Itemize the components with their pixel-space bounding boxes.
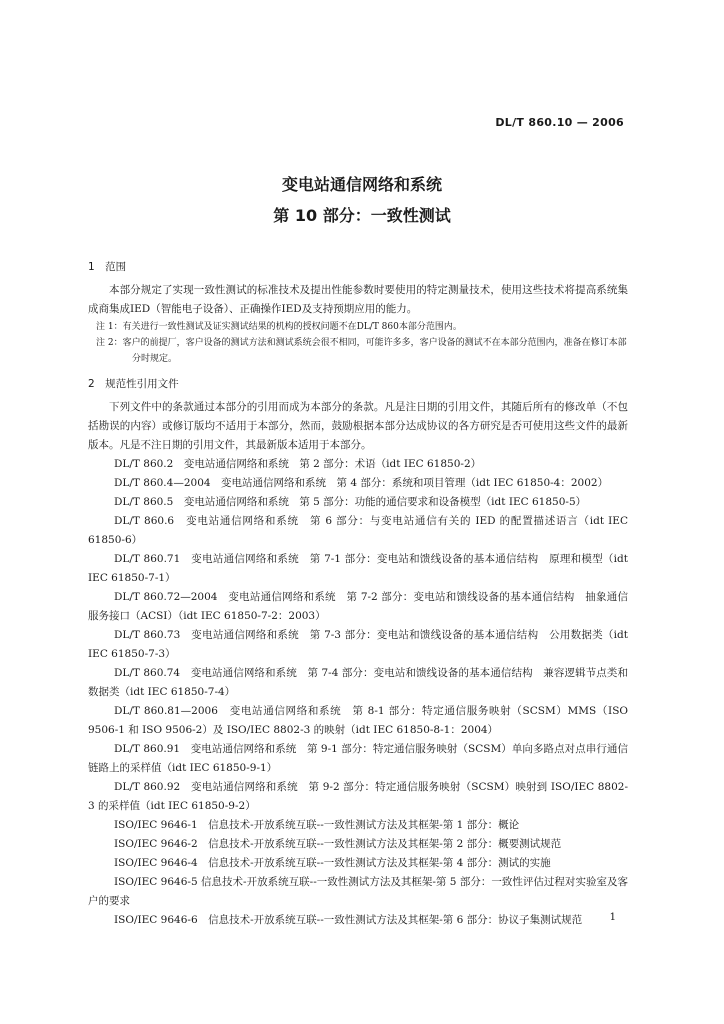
reference-item: DL/T 860.81—2006 变电站通信网络和系统 第 8-1 部分：特定通信服务映射（SCSM）MMS（ISO 9506-1 和 ISO 9506-2）及 ISO/IEC 8802-3 的映射（idt IEC 61850-8-1：2004） <box>88 705 628 736</box>
standard-code: DL/T 860.10 — 2006 <box>495 116 624 129</box>
references-intro: 下列文件中的条款通过本部分的引用而成为本部分的条款。凡是注日期的引用文件，其随后所有的修改单（不包括勘误的内容）或修订版均不适用于本部分，然而，鼓励根据本部分达成协议的各方研究是否可使用这些文件的最新版本。凡是不注日期的引用文件，其最新版本适用于本部分。 <box>88 401 628 451</box>
section-2-heading: 2 规范性引用文件 <box>88 378 179 390</box>
reference-item: ISO/IEC 9646-5 信息技术-开放系统互联--一致性测试方法及其框架-第 5 部分：一致性评估过程对实验室及客户的要求 <box>88 876 628 907</box>
reference-item: DL/T 860.4—2004 变电站通信网络和系统 第 4 部分：系统和项目管理（idt IEC 61850-4：2002） <box>114 477 609 489</box>
document-body <box>88 258 628 930</box>
reference-item: DL/T 860.74 变电站通信网络和系统 第 7-4 部分：变电站和馈线设备的基本通信结构 兼容逻辑节点类和数据类（idt IEC 61850-7-4） <box>88 667 628 698</box>
document-title: 变电站通信网络和系统 <box>281 175 442 194</box>
reference-item: DL/T 860.91 变电站通信网络和系统 第 9-1 部分：特定通信服务映射（SCSM）单向多路点对点串行通信链路上的采样值（idt IEC 61850-9-1） <box>88 743 628 774</box>
note-1: 注 1：有关进行一致性测试及证实测试结果的机构的授权问题不在DL/T 860本部分范围内。 <box>96 322 462 332</box>
note-2: 注 2：客户的前提厂，客户设备的测试方法和测试系统会很不相同，可能许多多，客户设备的测试不在本部分范围内，准备在修订本部分时规定。 <box>96 338 627 364</box>
reference-item: DL/T 860.5 变电站通信网络和系统 第 5 部分：功能的通信要求和设备模型（idt IEC 61850-5） <box>114 496 587 508</box>
reference-item: ISO/IEC 9646-4 信息技术-开放系统互联--一致性测试方法及其框架-第 4 部分：测试的实施 <box>114 857 551 869</box>
reference-item: DL/T 860.6 变电站通信网络和系统 第 6 部分：与变电站通信有关的 IED 的配置描述语言（idt IEC 61850-6） <box>88 515 628 546</box>
page-number: 1 <box>609 912 616 923</box>
reference-item: DL/T 860.2 变电站通信网络和系统 第 2 部分：术语（idt IEC 61850-2） <box>114 458 482 470</box>
reference-item: DL/T 860.73 变电站通信网络和系统 第 7-3 部分：变电站和馈线设备的基本通信结构 公用数据类（idt IEC 61850-7-3） <box>88 629 628 660</box>
section-1-heading: 1 范围 <box>88 261 127 273</box>
document-subtitle: 第 10 部分：一致性测试 <box>273 206 451 225</box>
reference-item: ISO/IEC 9646-1 信息技术-开放系统互联--一致性测试方法及其框架-第 1 部分：概论 <box>114 819 520 831</box>
reference-item: ISO/IEC 9646-2 信息技术-开放系统互联--一致性测试方法及其框架-第 2 部分：概要测试规范 <box>114 838 562 850</box>
reference-item: ISO/IEC 9646-6 信息技术-开放系统互联--一致性测试方法及其框架-第 6 部分：协议子集测试规范 <box>114 914 583 926</box>
reference-item: DL/T 860.71 变电站通信网络和系统 第 7-1 部分：变电站和馈线设备的基本通信结构 原理和模型（idt IEC 61850-7-1） <box>88 553 628 584</box>
scope-paragraph: 本部分规定了实现一致性测试的标准技术及提出性能参数时要使用的特定测量技术，使用这些技术将提高系统集成商集成IED（智能电子设备）、正确操作IED及支持预期应用的能力。 <box>88 284 628 315</box>
reference-item: DL/T 860.72—2004 变电站通信网络和系统 第 7-2 部分：变电站和馈线设备的基本通信结构 抽象通信服务接口（ACSI）（idt IEC 61850-7-2：2003） <box>88 591 628 622</box>
reference-item: DL/T 860.92 变电站通信网络和系统 第 9-2 部分：特定通信服务映射（SCSM）映射到 ISO/IEC 8802-3 的采样值（idt IEC 61850-9-2） <box>88 781 628 812</box>
